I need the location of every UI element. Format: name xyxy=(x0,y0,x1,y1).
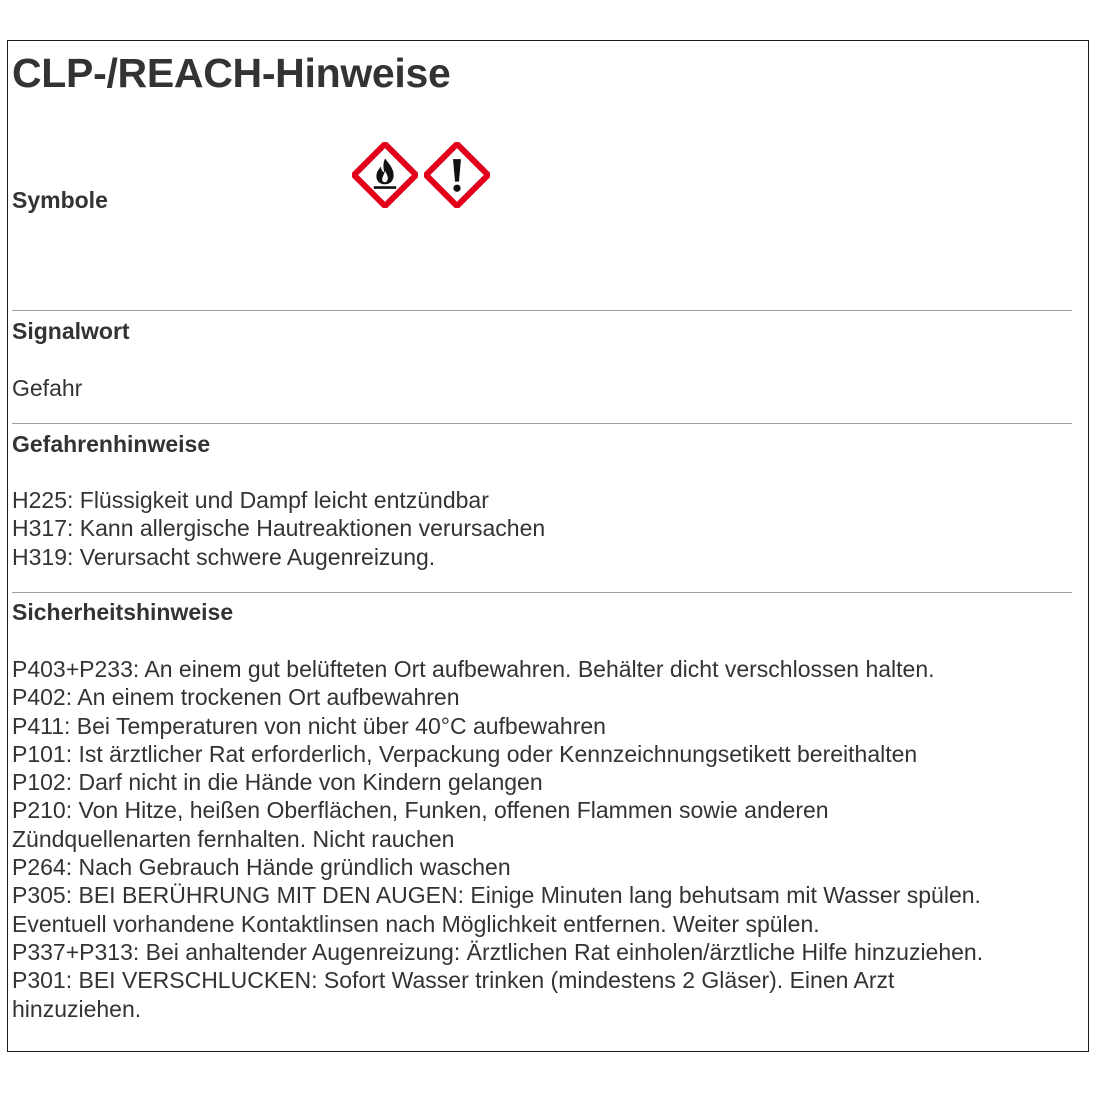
precautionary-statement: P102: Darf nicht in die Hände von Kindern gelangen xyxy=(12,769,543,796)
precautionary-statement: Eventuell vorhandene Kontaktlinsen nach Möglichkeit entfernen. Weiter spülen. xyxy=(12,910,820,937)
precautionary-statement: P301: BEI VERSCHLUCKEN: Sofort Wasser trinken (mindestens 2 Gläser). Einen Arzt xyxy=(12,967,895,994)
precautionary-statement: P337+P313: Bei anhaltender Augenreizung: Ärztlichen Rat einholen/ärztliche Hilfe hinzuziehen. xyxy=(12,938,984,965)
precautionary-statement: P264: Nach Gebrauch Hände gründlich waschen xyxy=(12,854,511,881)
hazard-statement: H319: Verursacht schwere Augenreizung. xyxy=(12,543,436,570)
page-title: CLP-/REACH-Hinweise xyxy=(12,50,451,96)
divider-hazard xyxy=(12,423,1072,424)
ghs-flame-icon xyxy=(352,142,418,208)
precautionary-statement: hinzuziehen. xyxy=(12,995,142,1022)
precautionary-statement: Zündquellenarten fernhalten. Nicht rauchen xyxy=(12,825,455,852)
hazard-statement: H317: Kann allergische Hautreaktionen verursachen xyxy=(12,515,546,542)
precautionary-statement: P403+P233: An einem gut belüfteten Ort aufbewahren. Behälter dicht verschlossen halten. xyxy=(12,656,935,682)
precautionary-statement: P305: BEI BERÜHRUNG MIT DEN AUGEN: Einige Minuten lang behutsam mit Wasser spülen. xyxy=(12,882,981,909)
ghs-pictograms xyxy=(352,142,490,208)
symbols-label: Symbole xyxy=(12,187,108,213)
hazard-statements-label: Gefahrenhinweise xyxy=(12,431,211,457)
precautionary-statement: P101: Ist ärztlicher Rat erforderlich, Verpackung oder Kennzeichnungsetikett bereithalten xyxy=(12,740,918,767)
hazard-statements-list xyxy=(12,486,545,571)
signal-word-label: Signalwort xyxy=(12,318,130,344)
divider-signal xyxy=(12,310,1072,311)
precautionary-statement: P402: An einem trockenen Ort aufbewahren xyxy=(12,684,460,711)
precautionary-statements-list xyxy=(12,655,983,1023)
precautionary-statement: P210: Von Hitze, heißen Oberflächen, Funken, offenen Flammen sowie anderen xyxy=(12,797,829,824)
precautionary-statement: P411: Bei Temperaturen von nicht über 40°C aufbewahren xyxy=(12,712,606,739)
hazard-statement: H225: Flüssigkeit und Dampf leicht entzündbar xyxy=(12,487,489,513)
ghs-exclamation-icon xyxy=(424,142,490,208)
divider-precaution xyxy=(12,592,1072,593)
signal-word-value: Gefahr xyxy=(12,375,83,401)
precautionary-statements-label: Sicherheitshinweise xyxy=(12,599,234,625)
